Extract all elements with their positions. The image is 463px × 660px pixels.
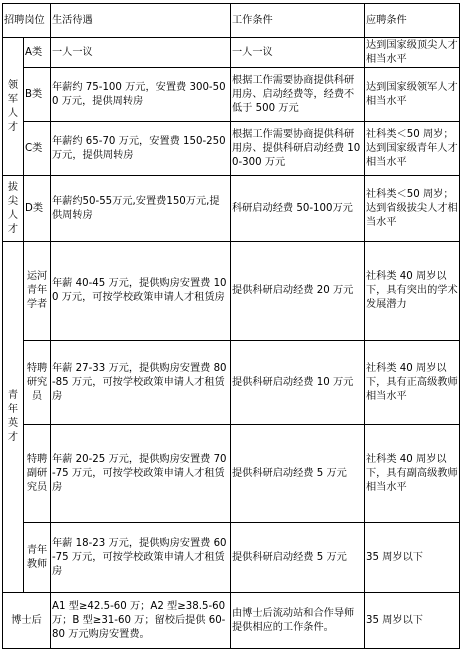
- class-label: C类: [24, 122, 51, 176]
- class-label: 特聘副研究员: [24, 425, 51, 523]
- requirement-cell: 35 周岁以下: [365, 593, 460, 649]
- living-cell: 年薪约50-55万元,安置费150万元,提供周转房: [51, 176, 231, 242]
- requirement-cell: 达到国家级顶尖人才相当水平: [365, 38, 460, 68]
- work-cell: 一人一议: [231, 38, 365, 68]
- table-row: [3, 38, 460, 68]
- header-requirements: 应聘条件: [365, 4, 460, 38]
- table-row: [3, 593, 460, 649]
- class-label: A类: [24, 38, 51, 68]
- work-cell: 提供科研启动经费 5 万元: [231, 425, 365, 523]
- living-cell: 年薪约 75-100 万元，安置费 300-500 万元，提供周转房: [51, 68, 231, 122]
- table-row: [3, 68, 460, 122]
- work-cell: 根据工作需要协商提供科研用房、提供科研启动经费 100-300 万元: [231, 122, 365, 176]
- requirement-cell: 社科类 40 周岁以下，具有副高级教师相当水平: [365, 425, 460, 523]
- table-row: [3, 242, 460, 341]
- group-label-leading: 领军人才: [3, 38, 24, 176]
- living-cell: 年薪 18-23 万元，提供购房安置费 60-75 万元，可按学校政策申请人才租赁房: [51, 523, 231, 593]
- requirement-cell: 达到国家级领军人才相当水平: [365, 68, 460, 122]
- work-cell: 提供科研启动经费 20 万元: [231, 242, 365, 341]
- class-label: B类: [24, 68, 51, 122]
- work-cell: 科研启动经费 50-100万元: [231, 176, 365, 242]
- work-cell: 提供科研启动经费 5 万元: [231, 523, 365, 593]
- recruitment-table: [2, 3, 460, 649]
- table-row: [3, 523, 460, 593]
- living-cell: 年薪 27-33 万元，提供购房安置费 80-85 万元，可按学校政策申请人才租赁房: [51, 341, 231, 425]
- work-cell: 提供科研启动经费 10 万元: [231, 341, 365, 425]
- group-label-topnotch: 拔尖人才: [3, 176, 24, 242]
- header-row: [3, 4, 460, 38]
- requirement-cell: 35 周岁以下: [365, 523, 460, 593]
- header-position: 招聘岗位: [3, 4, 51, 38]
- work-cell: 根据工作需要协商提供科研用房、启动经费等，经费不低于 500 万元: [231, 68, 365, 122]
- requirement-cell: 社科类＜50 周岁；达到省级拔尖人才相当水平: [365, 176, 460, 242]
- table-row: [3, 122, 460, 176]
- living-cell: 年薪约 65-70 万元，安置费 150-250 万元，提供周转房: [51, 122, 231, 176]
- living-cell: 年薪 40-45 万元，提供购房安置费 100 万元，可按学校政策申请人才租赁房: [51, 242, 231, 341]
- living-cell: 一人一议: [51, 38, 231, 68]
- class-label: 运河青年学者: [24, 242, 51, 341]
- class-label: 青年教师: [24, 523, 51, 593]
- requirement-cell: 社科类 40 周岁以下，具有正高级教师相当水平: [365, 341, 460, 425]
- living-cell: A1 型≥42.5-60 万；A2 型≥38.5-60 万；B 型≥31-60 万；留校后提供 60-80 万元购房安置费。: [51, 593, 231, 649]
- requirement-cell: 社科类＜50 周岁；达到国家级青年人才相当水平: [365, 122, 460, 176]
- work-cell: 由博士后流动站和合作导师提供相应的工作条件。: [231, 593, 365, 649]
- requirement-cell: 社科类 40 周岁以下，具有突出的学术发展潜力: [365, 242, 460, 341]
- table-row: [3, 425, 460, 523]
- group-label-postdoc: 博士后: [3, 593, 51, 649]
- table-row: [3, 176, 460, 242]
- living-cell: 年薪 20-25 万元，提供购房安置费 70-75 万元，可按学校政策申请人才租赁房: [51, 425, 231, 523]
- group-label-youth: 青年英才: [3, 242, 24, 593]
- class-label: D类: [24, 176, 51, 242]
- header-work: 工作条件: [231, 4, 365, 38]
- class-label: 特聘研究员: [24, 341, 51, 425]
- header-living: 生活待遇: [51, 4, 231, 38]
- table-row: [3, 341, 460, 425]
